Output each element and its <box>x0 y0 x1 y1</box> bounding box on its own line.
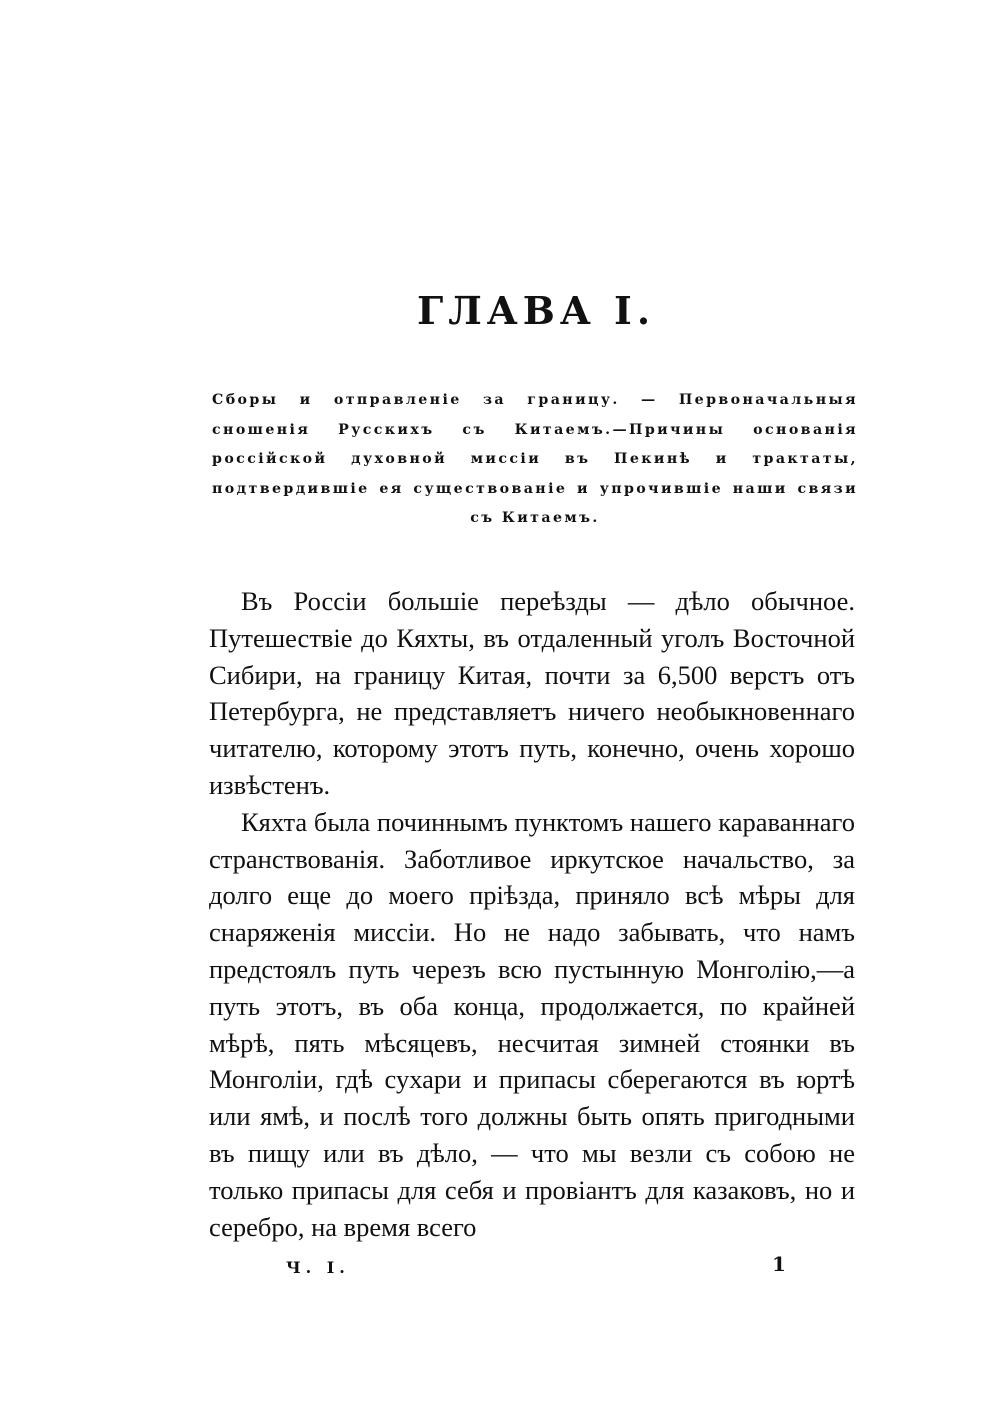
chapter-title: ГЛАВА I. <box>416 288 656 333</box>
page-number: 1 <box>772 1252 786 1276</box>
paragraph: Кяхта была починнымъ пунктомъ нашего караваннаго странствованія. Заботливое иркутское начальство, за долго еще до моего пріѣзда, приняло всѣ мѣры для снаряженія миссіи. Но не надо забывать, что намъ предстоялъ путь черезъ всю пустынную Монголію,—а путь этотъ, въ оба конца, продолжается, по крайней мѣрѣ, пять мѣсяцевъ, несчитая зимней стоянки въ Монголіи, гдѣ сухари и припасы сберегаются въ юртѣ или ямѣ, и послѣ того должны быть опять пригодными въ пищу или въ дѣло, — что мы везли съ собою не только припасы для себя и провіантъ для казаковъ, но и серебро, на время всего <box>209 806 855 1242</box>
paragraph: Въ Россіи большіе переѣзды — дѣло обычное. Путешествіе до Кяхты, въ отдаленный уголъ Восточной Сибири, на границу Китая, почти за 6,500 верстъ отъ Петербурга, не представляетъ ничего необыкновеннаго читателю, которому этотъ путь, конечно, очень хорошо извѣстенъ. <box>209 586 855 800</box>
signature-mark: Ч. I. <box>286 1258 350 1277</box>
body-text <box>209 583 855 1245</box>
chapter-synopsis: Сборы и отправленіе за границу. — Первоначальныя сношенія Русскихъ съ Китаемъ.—Причины основанія россійской духовной миссіи въ Пекинѣ и трактаты, подтвердившіе ея существованіе и упрочившіе наши связи съ Китаемъ. <box>212 392 858 526</box>
